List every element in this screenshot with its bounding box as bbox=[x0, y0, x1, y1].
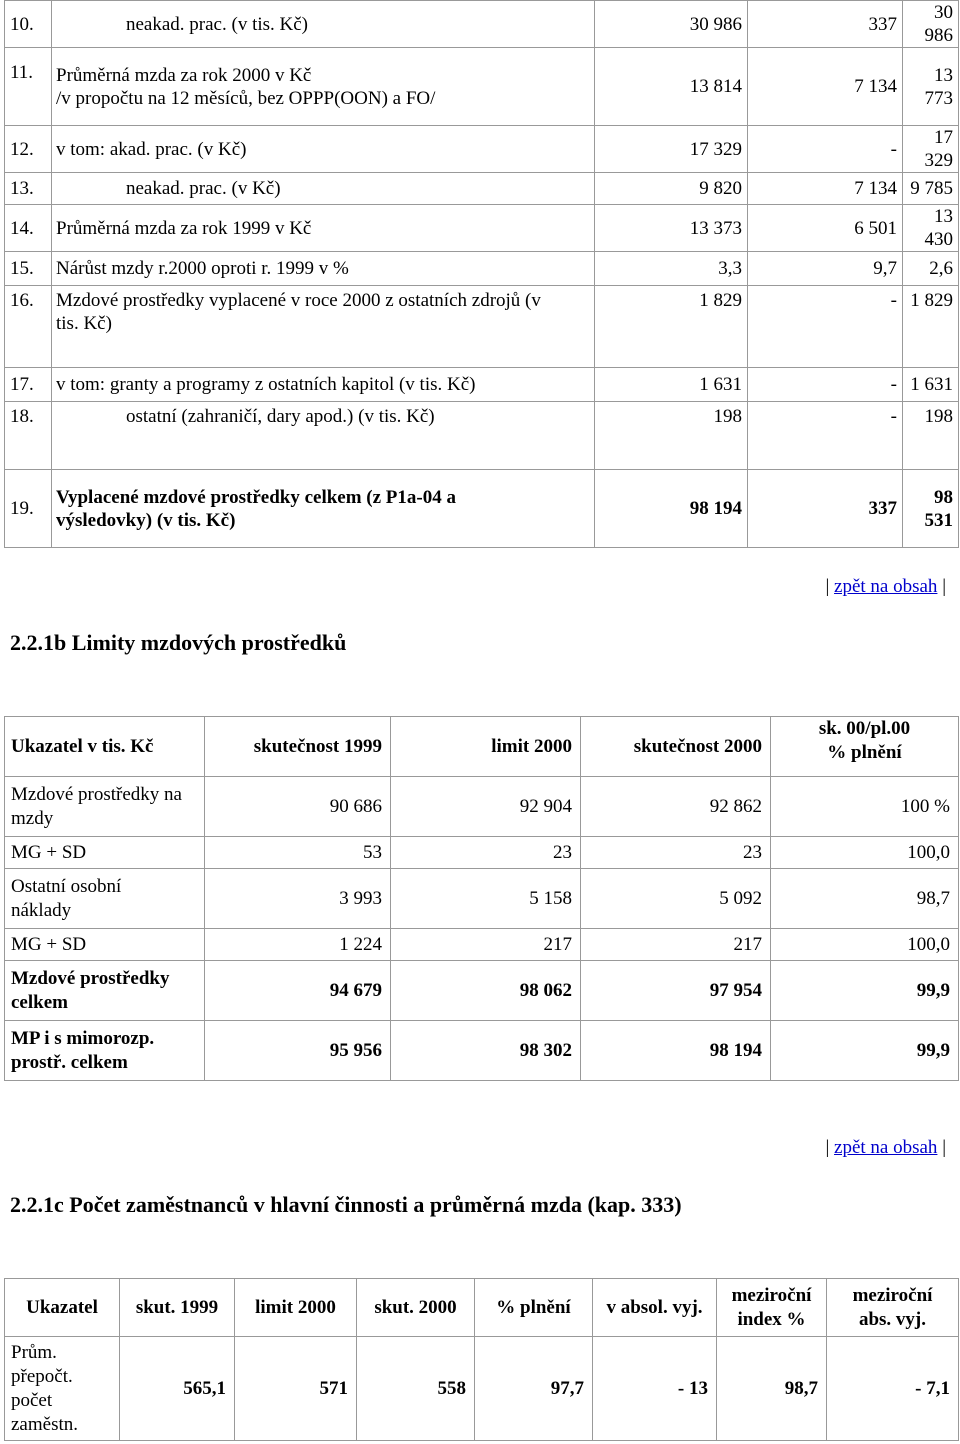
table-row bbox=[4, 868, 958, 928]
cell-value: 337 bbox=[747, 0, 902, 47]
cell-value: 337 bbox=[747, 469, 902, 547]
cell-value: 13 773 bbox=[902, 47, 958, 125]
column-header: sk. 00/pl.00 % plnění bbox=[770, 716, 958, 776]
cell-value: 100,0 bbox=[770, 928, 958, 960]
table-row bbox=[4, 836, 958, 868]
table-row bbox=[4, 960, 958, 1020]
table-row bbox=[4, 469, 958, 547]
cell-value: 97 954 bbox=[580, 960, 770, 1020]
cell-value: 100,0 bbox=[770, 836, 958, 868]
table-header-row bbox=[4, 716, 958, 776]
table-row bbox=[4, 401, 958, 469]
row-label: Průměrná mzda za rok 2000 v Kč /v propočtu na 12 měsíců, bez OPPP(OON) a FO/ bbox=[51, 47, 594, 125]
cell-value: - 7,1 bbox=[826, 1336, 958, 1440]
row-label: neakad. prac. (v Kč) bbox=[51, 172, 594, 204]
cell-value: 98 302 bbox=[390, 1020, 580, 1080]
wage-summary-table bbox=[4, 0, 959, 548]
cell-value: 5 158 bbox=[390, 868, 580, 928]
row-label: neakad. prac. (v tis. Kč) bbox=[51, 0, 594, 47]
table-row bbox=[4, 776, 958, 836]
cell-value: - bbox=[747, 367, 902, 401]
back-to-contents-link[interactable]: zpět na obsah bbox=[834, 1137, 938, 1158]
cell-value: 99,9 bbox=[770, 1020, 958, 1080]
cell-value: 30 986 bbox=[594, 0, 747, 47]
table-row bbox=[4, 251, 958, 285]
table-row bbox=[4, 0, 958, 47]
row-number: 17. bbox=[4, 367, 51, 401]
column-header: meziroční abs. vyj. bbox=[826, 1278, 958, 1336]
back-to-contents: | zpět na obsah | bbox=[825, 1137, 946, 1158]
cell-value: 13 373 bbox=[594, 204, 747, 251]
row-number: 16. bbox=[4, 285, 51, 367]
row-label: ostatní (zahraničí, dary apod.) (v tis. Kč) bbox=[51, 401, 594, 469]
cell-value: 9,7 bbox=[747, 251, 902, 285]
cell-value: 98 531 bbox=[902, 469, 958, 547]
cell-value: 98 194 bbox=[594, 469, 747, 547]
cell-value: 7 134 bbox=[747, 47, 902, 125]
table-row bbox=[4, 1336, 958, 1440]
cell-value: 1 829 bbox=[902, 285, 958, 367]
wage-limits-table bbox=[4, 716, 959, 1081]
column-header: skutečnost 1999 bbox=[204, 716, 390, 776]
row-label: MG + SD bbox=[4, 928, 204, 960]
cell-value: 100 % bbox=[770, 776, 958, 836]
cell-value: - 13 bbox=[592, 1336, 716, 1440]
column-header: Ukazatel v tis. Kč bbox=[4, 716, 204, 776]
cell-value: - bbox=[747, 401, 902, 469]
row-label: v tom: granty a programy z ostatních kapitol (v tis. Kč) bbox=[51, 367, 594, 401]
table-header-row bbox=[4, 1278, 958, 1336]
column-header: meziroční index % bbox=[716, 1278, 826, 1336]
cell-value: 98,7 bbox=[716, 1336, 826, 1440]
table-row bbox=[4, 1020, 958, 1080]
cell-value: 92 862 bbox=[580, 776, 770, 836]
column-header: v absol. vyj. bbox=[592, 1278, 716, 1336]
cell-value: 9 785 bbox=[902, 172, 958, 204]
row-label: Průměrná mzda za rok 1999 v Kč bbox=[51, 204, 594, 251]
cell-value: 30 986 bbox=[902, 0, 958, 47]
row-number: 10. bbox=[4, 0, 51, 47]
cell-value: 1 631 bbox=[902, 367, 958, 401]
column-header: Ukazatel bbox=[4, 1278, 119, 1336]
row-label: Prům. přepočt. počet zaměstn. bbox=[4, 1336, 119, 1440]
cell-value: 1 224 bbox=[204, 928, 390, 960]
column-header: limit 2000 bbox=[234, 1278, 356, 1336]
back-to-contents: | zpět na obsah | bbox=[825, 576, 946, 597]
cell-value: 2,6 bbox=[902, 251, 958, 285]
cell-value: 571 bbox=[234, 1336, 356, 1440]
cell-value: 7 134 bbox=[747, 172, 902, 204]
employees-table bbox=[4, 1278, 959, 1441]
table-row bbox=[4, 172, 958, 204]
row-number: 18. bbox=[4, 401, 51, 469]
row-label: Vyplacené mzdové prostředky celkem (z P1a-04 a výsledovky) (v tis. Kč) bbox=[51, 469, 594, 547]
cell-value: 90 686 bbox=[204, 776, 390, 836]
cell-value: 3 993 bbox=[204, 868, 390, 928]
cell-value: 198 bbox=[902, 401, 958, 469]
row-number: 13. bbox=[4, 172, 51, 204]
cell-value: 99,9 bbox=[770, 960, 958, 1020]
row-label: Mzdové prostředky celkem bbox=[4, 960, 204, 1020]
row-label: Mzdové prostředky vyplacené v roce 2000 z ostatních zdrojů (v tis. Kč) bbox=[51, 285, 594, 367]
cell-value: 5 092 bbox=[580, 868, 770, 928]
cell-value: 558 bbox=[356, 1336, 474, 1440]
row-number: 14. bbox=[4, 204, 51, 251]
cell-value: 95 956 bbox=[204, 1020, 390, 1080]
cell-value: 217 bbox=[580, 928, 770, 960]
table-row bbox=[4, 47, 958, 125]
row-label: Nárůst mzdy r.2000 oproti r. 1999 v % bbox=[51, 251, 594, 285]
cell-value: 98 062 bbox=[390, 960, 580, 1020]
back-to-contents-link[interactable]: zpět na obsah bbox=[834, 576, 938, 597]
column-header: skutečnost 2000 bbox=[580, 716, 770, 776]
cell-value: 565,1 bbox=[119, 1336, 234, 1440]
column-header: skut. 2000 bbox=[356, 1278, 474, 1336]
cell-value: 97,7 bbox=[474, 1336, 592, 1440]
cell-value: 13 814 bbox=[594, 47, 747, 125]
table-row bbox=[4, 285, 958, 367]
table-row bbox=[4, 204, 958, 251]
cell-value: 98 194 bbox=[580, 1020, 770, 1080]
cell-value: 3,3 bbox=[594, 251, 747, 285]
cell-value: - bbox=[747, 285, 902, 367]
table-row bbox=[4, 367, 958, 401]
row-number: 19. bbox=[4, 469, 51, 547]
cell-value: 92 904 bbox=[390, 776, 580, 836]
row-label: MP i s mimorozp. prostř. celkem bbox=[4, 1020, 204, 1080]
row-label: Mzdové prostředky na mzdy bbox=[4, 776, 204, 836]
cell-value: 198 bbox=[594, 401, 747, 469]
row-number: 12. bbox=[4, 125, 51, 172]
cell-value: 17 329 bbox=[594, 125, 747, 172]
cell-value: 6 501 bbox=[747, 204, 902, 251]
row-number: 11. bbox=[4, 47, 51, 125]
column-header: % plnění bbox=[474, 1278, 592, 1336]
column-header: skut. 1999 bbox=[119, 1278, 234, 1336]
row-label: Ostatní osobní náklady bbox=[4, 868, 204, 928]
cell-value: 13 430 bbox=[902, 204, 958, 251]
row-number: 15. bbox=[4, 251, 51, 285]
cell-value: 53 bbox=[204, 836, 390, 868]
cell-value: 23 bbox=[390, 836, 580, 868]
cell-value: 94 679 bbox=[204, 960, 390, 1020]
cell-value: 23 bbox=[580, 836, 770, 868]
cell-value: 17 329 bbox=[902, 125, 958, 172]
row-label: v tom: akad. prac. (v Kč) bbox=[51, 125, 594, 172]
cell-value: 9 820 bbox=[594, 172, 747, 204]
section-heading-b: 2.2.1b Limity mzdových prostředků bbox=[10, 630, 347, 655]
table-row bbox=[4, 928, 958, 960]
column-header: limit 2000 bbox=[390, 716, 580, 776]
row-label: MG + SD bbox=[4, 836, 204, 868]
section-heading-c: 2.2.1c Počet zaměstnanců v hlavní činnosti a průměrná mzda (kap. 333) bbox=[10, 1192, 682, 1217]
cell-value: - bbox=[747, 125, 902, 172]
table-row bbox=[4, 125, 958, 172]
cell-value: 1 631 bbox=[594, 367, 747, 401]
cell-value: 98,7 bbox=[770, 868, 958, 928]
cell-value: 1 829 bbox=[594, 285, 747, 367]
cell-value: 217 bbox=[390, 928, 580, 960]
